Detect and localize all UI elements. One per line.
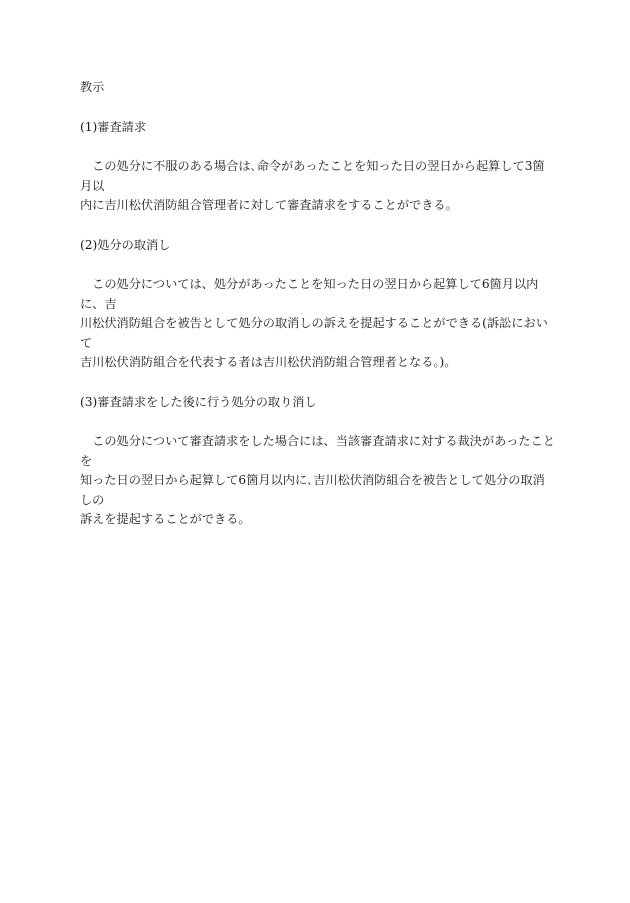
section-heading-revocation: (2)処分の取消し (80, 237, 171, 252)
document-title: 教示 (80, 80, 105, 94)
section-body-revocation-after-review: この処分について審査請求をした場合には、当該審査請求に対する裁決があったことを 知った日の翌日から起算して6箇月以内に､吉川松伏消防組合を被告として処分の取消しの 訴えを提起することができる。 (80, 434, 555, 526)
section-body-revocation: この処分については、処分があったことを知った日の翌日から起算して6箇月以内に、吉 川松伏消防組合を被告として処分の取消しの訴えを提起することができる(訴訟において 吉川松伏消防組合を代表する者は吉川松伏消防組合管理者となる。)。 (80, 277, 548, 369)
section-body-review-request: この処分に不服のある場合は､命令があったことを知った日の翌日から起算して3箇月以 内に吉川松伏消防組合管理者に対して審査請求をすることができる。 (80, 159, 545, 212)
section-heading-review-request: (1)審査請求 (80, 119, 147, 134)
document-page (80, 78, 555, 550)
section-heading-revocation-after-review: (3)審査請求をした後に行う処分の取り消し (80, 394, 317, 409)
